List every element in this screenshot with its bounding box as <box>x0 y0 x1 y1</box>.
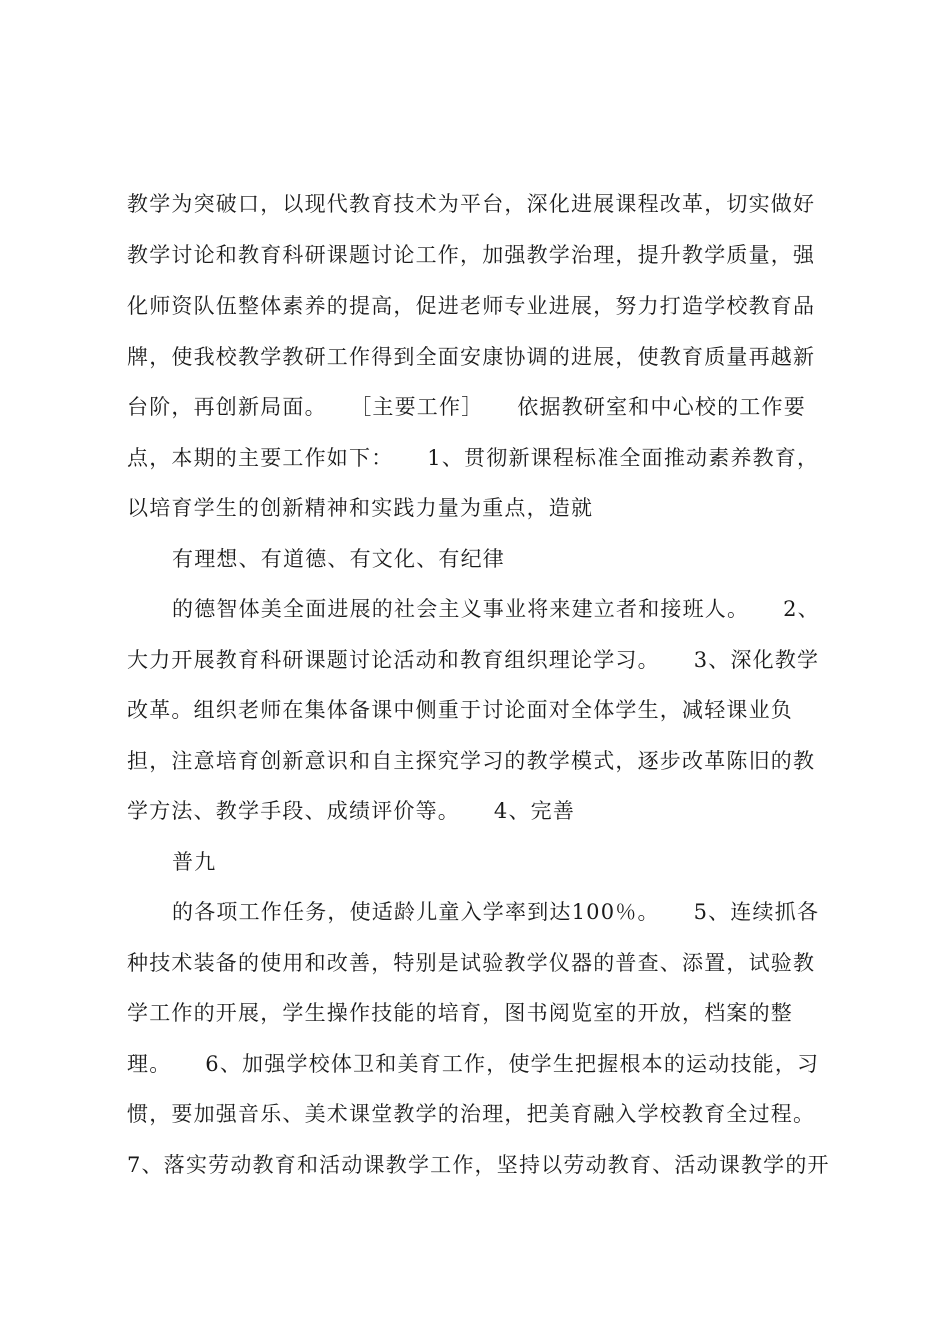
body-text-line: 教学讨论和教育科研课题讨论工作，加强教学治理，提升教学质量，强 <box>127 243 816 267</box>
body-text-line: 改革。组织老师在集体备课中侧重于讨论面对全体学生，减轻课业负 <box>127 698 793 722</box>
body-text-line: 台阶，再创新局面。 ［主要工作］ 依据教研室和中心校的工作要 <box>127 395 806 419</box>
body-text-line: 普九 <box>172 850 217 874</box>
body-text-line: 7、落实劳动教育和活动课教学工作，坚持以劳动教育、活动课教学的开 <box>127 1153 830 1177</box>
body-text-line: 种技术装备的使用和改善，特别是试验教学仪器的普查、添置，试验教 <box>127 951 816 975</box>
body-text-line: 教学为突破口，以现代教育技术为平台，深化进展课程改革，切实做好 <box>127 192 816 216</box>
body-text-line: 化师资队伍整体素养的提高，促进老师专业进展，努力打造学校教育品 <box>127 294 816 318</box>
body-text-line: 大力开展教育科研课题讨论活动和教育组织理论学习。 3、深化教学 <box>127 648 820 672</box>
body-text-line: 牌，使我校教学教研工作得到全面安康协调的进展，使教育质量再越新 <box>127 345 816 369</box>
body-text-line: 理。 6、加强学校体卫和美育工作，使学生把握根本的运动技能，习 <box>127 1052 820 1076</box>
body-text-line: 学工作的开展，学生操作技能的培育，图书阅览室的开放，档案的整 <box>127 1001 793 1025</box>
body-text-line: 惯，要加强音乐、美术课堂教学的治理，把美育融入学校教育全过程。 <box>127 1102 816 1126</box>
body-text-line: 学方法、教学手段、成绩评价等。 4、完善 <box>127 799 576 823</box>
body-text-line: 的德智体美全面进展的社会主义事业将来建立者和接班人。 2、 <box>172 597 820 621</box>
body-text-line: 的各项工作任务，使适龄儿童入学率到达100％。 5、连续抓各 <box>172 900 820 924</box>
body-text-line: 担，注意培育创新意识和自主探究学习的教学模式，逐步改革陈旧的教 <box>127 749 816 773</box>
body-text-line: 点，本期的主要工作如下： 1、贯彻新课程标准全面推动素养教育， <box>127 446 820 470</box>
body-text-line: 以培育学生的创新精神和实践力量为重点，造就 <box>127 496 594 520</box>
body-text-line: 有理想、有道德、有文化、有纪律 <box>172 547 505 571</box>
